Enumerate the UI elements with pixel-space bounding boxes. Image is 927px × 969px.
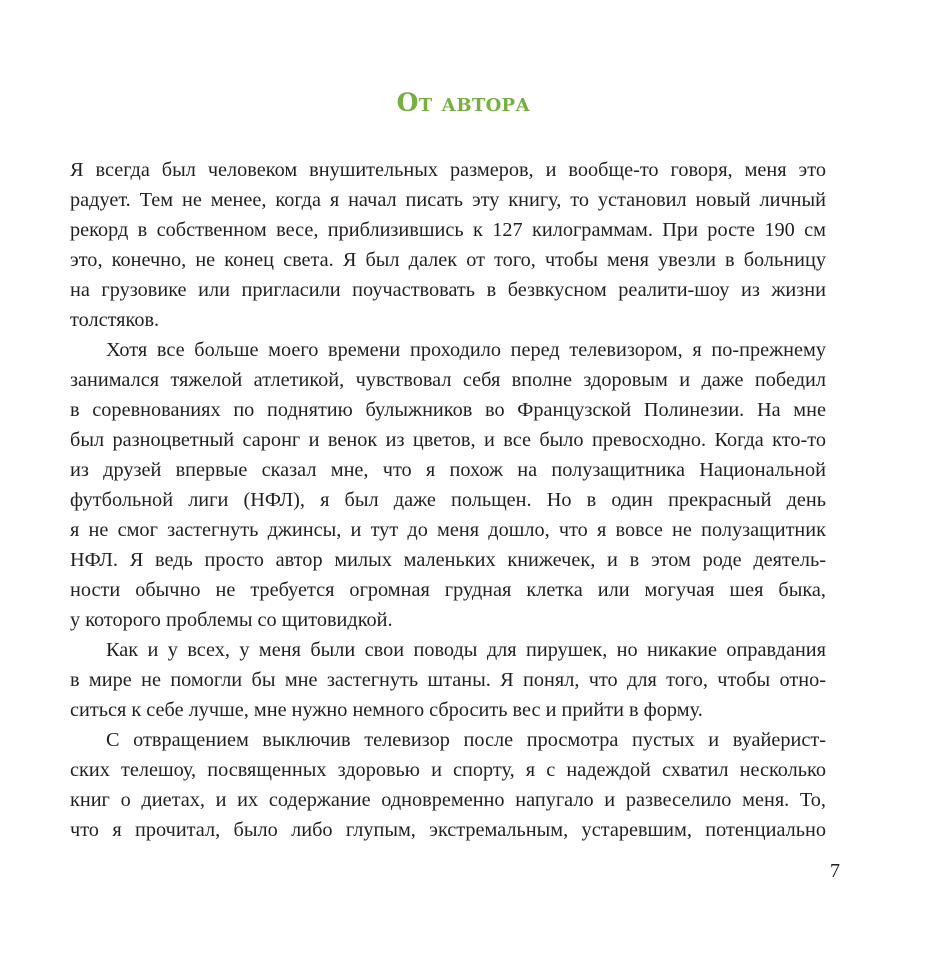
text-line: я не смог застегнуть джинсы, и тут до меня дошло, что я вовсе не полузащитник	[70, 519, 826, 541]
text-line: Я всегда был человеком внушительных размеров, и вообще-то говоря, меня это	[70, 159, 826, 181]
text-line: футбольной лиги (НФЛ), я был даже польщен. Но в один прекрасный день	[70, 489, 826, 511]
body-text	[70, 155, 826, 845]
paragraph-1	[70, 155, 826, 335]
text-line: ситься к себе лучше, мне нужно немного сбросить вес и прийти в форму.	[70, 699, 703, 721]
text-line: был разноцветный саронг и венок из цветов, и все было превосходно. Когда кто-то	[70, 429, 826, 451]
text-line: НФЛ. Я ведь просто автор милых маленьких книжечек, и в этом роде деятель-	[70, 549, 826, 571]
text-line: толстяков.	[70, 309, 160, 331]
text-line: из друзей впервые сказал мне, что я похож на полузащитника Национальной	[70, 459, 826, 481]
text-line: С отвращением выключив телевизор после просмотра пустых и вуайерист-	[106, 729, 826, 751]
text-line: книг о диетах, и их содержание одновременно напугало и развеселило меня. То,	[70, 789, 826, 811]
text-line: это, конечно, не конец света. Я был далек от того, чтобы меня увезли в больницу	[70, 249, 826, 271]
text-line: в соревнованиях по поднятию булыжников во Французской Полинезии. На мне	[70, 399, 826, 421]
page-number: 7	[830, 860, 840, 882]
paragraph-2	[70, 335, 826, 635]
text-line: Как и у всех, у меня были свои поводы для пирушек, но никакие оправдания	[106, 639, 826, 661]
text-line: занимался тяжелой атлетикой, чувствовал себя вполне здоровым и даже победил	[70, 369, 826, 391]
text-line: на грузовике или пригласили поучаствовать в безвкусном реалити-шоу из жизни	[70, 279, 826, 301]
text-line: рекорд в собственном весе, приблизившись к 127 килограммам. При росте 190 см	[70, 219, 826, 241]
text-line: у которого проблемы со щитовидкой.	[70, 609, 393, 631]
text-line: радует. Тем не менее, когда я начал писать эту книгу, то установил новый личный	[70, 189, 826, 211]
text-line: в мире не помогли бы мне застегнуть штаны. Я понял, что для того, чтобы отно-	[70, 669, 826, 691]
text-line: ности обычно не требуется огромная грудная клетка или могучая шея быка,	[70, 579, 826, 601]
text-line: что я прочитал, было либо глупым, экстремальным, устаревшим, потенциально	[70, 819, 826, 841]
text-line: ских телешоу, посвященных здоровью и спорту, я с надеждой схватил несколько	[70, 759, 826, 781]
paragraph-4	[70, 725, 826, 845]
page-title: От автора	[396, 88, 531, 117]
paragraph-3	[70, 635, 826, 725]
text-line: Хотя все больше моего времени проходило перед телевизором, я по-прежнему	[106, 339, 826, 361]
